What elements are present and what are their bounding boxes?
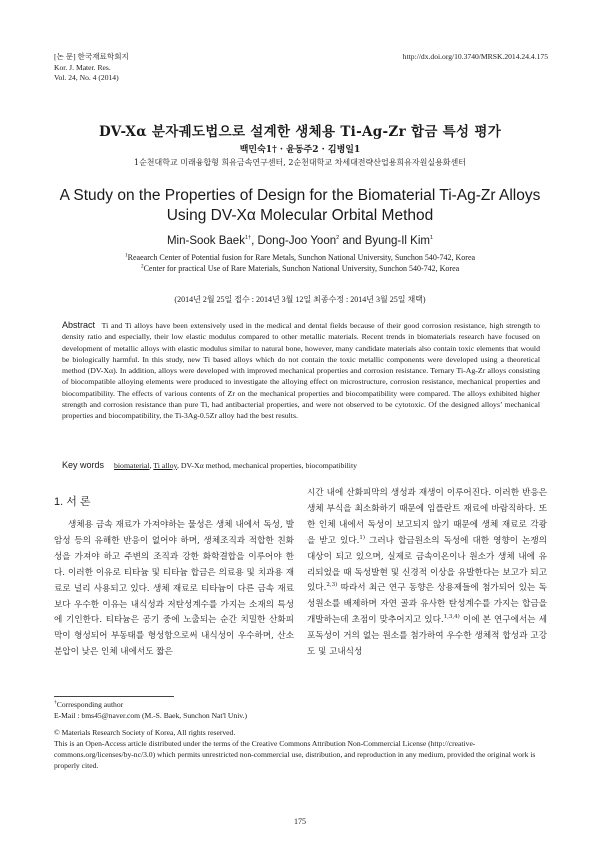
english-authors: Min-Sook Baek$^{1\dagger}$, Dong-Joo Yoon$^2$ and Byung-Il Kim$^1$	[166, 235, 434, 247]
author-email: E-Mail : bms45@naver.com (M.-S. Baek, Sunchon Nat'l Univ.)	[54, 711, 248, 720]
journal-name-kr: [논 문] 한국재료학회지	[54, 52, 129, 61]
corresponding-author: Corresponding author	[56, 700, 124, 709]
english-title-line1: A Study on the Properties of Design for the Biomaterial Ti-Ag-Zr Alloys	[59, 187, 541, 204]
journal-abbreviation: Kor. J. Mater. Res.	[54, 62, 111, 72]
keyword-list: , DV-Xα method, mechanical properties, biocompatibility	[176, 461, 358, 470]
received-dates: (2014년 2월 25일 접수 : 2014년 3월 12일 최종수정 : 2014년 3월 25일 채택)	[174, 295, 426, 304]
citation: 1,3,4)	[443, 614, 460, 621]
abstract-label: Abstract	[62, 320, 96, 330]
author-name: Dong-Joo Yoon	[257, 235, 337, 247]
body-text: 이에 본 연구에서는 세포독성이 거의 없는 원소를 첨가하여 우수한 생체적 합성과 고강도 및 고내식성	[307, 615, 547, 658]
affiliation: Center for practical Use of Rare Materials, Sunchon National University, Sunchon 540-742, Korea	[143, 264, 460, 273]
citation: 1)	[359, 534, 365, 541]
journal-header	[54, 52, 129, 84]
korean-authors: 백민숙1† · 윤동주2 · 김병일1	[239, 145, 361, 155]
english-title-line2: Using DV-Xα Molecular Orbital Method	[166, 207, 434, 224]
english-affiliations: $^1$Reaearch Center of Potential fusion for Rare Metals, Sunchon National University, Sunchon 540-742, Korea $^2$Center for practical Use of Rare Materials, Sunchon National University, Sunchon 540-742, Korea	[124, 252, 476, 273]
korean-affiliations: 1순천대학교 미래융합형 희유금속연구센터, 2순천대학교 차세대전략산업용희유자원실용화센터	[133, 158, 466, 167]
abstract	[62, 320, 540, 422]
body-text: 그러나 합금원소의 독성에 대한 영향이 논쟁의 대상이 되고 있으며, 실제로 금속이온이나 원소가 생체 내에 유리되었을 때 독성발현 및 신경적 이상을 유발한다는 보고가 되고 있다.	[307, 535, 547, 594]
page-number: 175	[294, 817, 306, 826]
citation: 2,3)	[326, 582, 338, 589]
license-notice: This is an Open-Access article distributed under the terms of the Creative Commons Attribution Non-Commercial License (http://creative-commons.org/licenses/by-nc/3.0) which permits unrestricted non-commercial use, distribution, and reproduction in any medium, provided the original work is properly cited.	[54, 739, 536, 770]
body-column-left: 생체용 금속 재료가 가져야하는 물성은 생체 내에서 독성, 발암성 등의 유해한 반응이 없어야 하며, 생체조직과 적합한 친화성을 가져야 하고 주변의 조직과 강한 화학결합을 이루어야 한다. 이러한 이유로 티타늄 및 티타늄 합금은 의료용 및 치과용 재료로 널리 사용되고 있다. 생체 재료로 티타늄이 다른 금속 재료보다 우수한 이유는 내식성과 저탄성계수를 가지는 소재의 특성에 기인한다. 티타늄은 공기 중에 노출되는 순간 치밀한 산화피막이 형성되어 부동태를 형성함으로써 내식성이 우수하며, 산소 분압이 낮은 인체 내에서도 짧은	[54, 520, 294, 658]
author-name: Min-Sook Baek	[166, 235, 245, 247]
body-text: 따라서 최근 연구 동향은 상용제들에 첨가되어 있는 독성원소를 배제하며 자연 골과 유사한 탄성계수를 가지는 합금을 개발하는데 초점이 맞추어지고 있다.	[307, 583, 547, 626]
english-title	[40, 186, 560, 226]
footnote-divider	[54, 696, 174, 697]
journal-volume: Vol. 24, No. 4 (2014)	[54, 73, 119, 82]
doi-link[interactable]: http://dx.doi.org/10.3740/MRSK.2014.24.4.175	[402, 52, 548, 61]
keywords: Key words biomaterial, Ti alloy, DV-Xα method, mechanical properties, biocompatibility	[62, 460, 358, 470]
body-column-right	[307, 486, 547, 661]
copyright-notice: © Materials Research Society of Korea, All rights reserved.	[54, 728, 236, 737]
affiliation: Reaearch Center of Potential fusion for Rare Metals, Sunchon National University, Sunchon 540-742, Korea	[127, 253, 476, 262]
author-name: Byung-Il Kim	[364, 235, 430, 247]
keyword: biomaterial	[113, 461, 150, 470]
body-text: 시간 내에 산화피막의 생성과 재생이 이루어진다. 이러한 반응은 생체 부식을 최소화하기 때문에 임플란트 재료에 바람직하다. 또한 인체 내에서 독성이 보고되지 않기 때문에 생체 재료로 각광을 받고 있다.	[307, 488, 547, 546]
section-heading: 1. 서 론	[54, 496, 91, 508]
keyword: Ti alloy	[153, 461, 177, 470]
footnotes: †Corresponding author E-Mail : bms45@naver.com (M.-S. Baek, Sunchon Nat'l Univ.) © Materials Research Society of Korea, All rights reserved. This is an Open-Access article distributed under the terms of the Creative Commons Attribution Non-Commercial License (http://creative-commons.org/licenses/by-nc/3.0) which permits unrestricted non-commercial use, distribution, and reproduction in any medium, provided the original work is properly cited.	[54, 699, 550, 771]
keywords-label: Key words	[62, 460, 105, 470]
abstract-text: Ti and Ti alloys have been extensively used in the medical and dental fields because of their good corrosion resistance, high strength to density ratio and especially, their low elastic modulus compared to other metallic materials. Recent trends in biomaterials research have focused on development of metallic alloys with elastic modulus similar to natural bone, however, many candidate materials also contain toxic elements that would be biologically harmful. In this study, new Ti based alloys which do not contain the toxic metallic components were developed using a theoretical method (DV-Xα). In addition, alloys were developed with improved mechanical properties and corrosion resistance. Ternary Ti-Ag-Zr alloys consisting of biocompatible alloying elements were produced to investigate the alloying effect on microstructure, corrosion resistance, mechanical properties and biocompatibility. The effects of various contents of Zr on the mechanical properties and biocompatibility were compared. The alloys exhibited higher strength and corrosion resistance than pure Ti, had antibacterial properties, and were not observed to be cytotoxic. Of the designed alloys’ mechanical properties and biocompatibility, the Ti-3Ag-0.5Zr alloy had the best results.	[62, 321, 540, 421]
korean-title: DV-Xα 분자궤도법으로 설계한 생체용 Ti-Ag-Zr 합금 특성 평가	[98, 124, 502, 140]
